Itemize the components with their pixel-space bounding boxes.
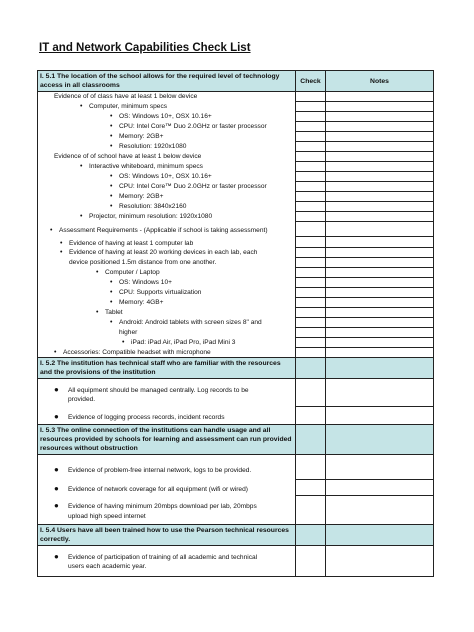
- evidence-line: higher: [119, 328, 138, 336]
- evidence-line: provided.: [68, 396, 96, 403]
- check-cell[interactable]: [296, 546, 326, 577]
- notes-cell[interactable]: [326, 379, 434, 407]
- notes-cell[interactable]: [326, 318, 434, 328]
- check-cell[interactable]: [296, 525, 326, 546]
- evidence-line: ● All equipment should be managed centrally. Log records to be: [38, 379, 295, 395]
- check-cell[interactable]: [296, 308, 326, 318]
- check-cell[interactable]: [296, 379, 326, 407]
- notes-cell[interactable]: [326, 348, 434, 358]
- evidence-line: • OS: Windows 10+, OSX 10.16+: [38, 112, 295, 121]
- evidence-line: • Projector, minimum resolution: 1920x1080: [38, 212, 295, 221]
- evidence-line: ● Evidence of problem-free internal network, logs to be provided.: [38, 455, 295, 475]
- notes-cell[interactable]: [326, 479, 434, 495]
- notes-cell[interactable]: [326, 406, 434, 425]
- notes-cell[interactable]: [326, 298, 434, 308]
- evidence-line: users each academic year.: [68, 563, 147, 570]
- notes-cell[interactable]: [326, 455, 434, 480]
- section-header-5-3: [38, 425, 434, 455]
- check-cell[interactable]: [296, 406, 326, 425]
- notes-cell[interactable]: [326, 425, 434, 455]
- section-header-5-1: [38, 71, 434, 92]
- notes-cell[interactable]: [326, 248, 434, 258]
- notes-cell[interactable]: [326, 182, 434, 192]
- check-cell[interactable]: [296, 212, 326, 222]
- evidence-line: ● Evidence of having minimum 20mbps download per lab, 20mbps: [38, 495, 295, 511]
- section-heading: I. 5.4 Users have all been trained how to use the Pearson technical resources correctly.: [40, 527, 289, 543]
- notes-cell[interactable]: [326, 525, 434, 546]
- check-cell[interactable]: [296, 248, 326, 258]
- evidence-line: • Computer / Laptop: [38, 268, 295, 277]
- evidence-line: upload high speed internet: [68, 513, 146, 520]
- check-cell[interactable]: [296, 455, 326, 480]
- check-cell[interactable]: [296, 318, 326, 328]
- section-heading: I. 5.1 The location of the school allows for the required level of technology access in all classrooms: [40, 73, 280, 89]
- evidence-line: • Memory: 4GB+: [38, 298, 295, 307]
- notes-cell[interactable]: [326, 112, 434, 122]
- check-cell[interactable]: [296, 268, 326, 278]
- evidence-line: • Memory: 2GB+: [38, 192, 295, 201]
- evidence-line: • OS: Windows 10+, OSX 10.16+: [38, 172, 295, 181]
- notes-cell[interactable]: [326, 338, 434, 348]
- checklist-table: [37, 70, 434, 577]
- check-cell[interactable]: [296, 479, 326, 495]
- evidence-line: • Computer, minimum specs: [38, 102, 295, 111]
- evidence-line: • Evidence of having at least 20 working devices in each lab, each: [38, 248, 295, 257]
- notes-cell[interactable]: [326, 132, 434, 142]
- check-cell[interactable]: [296, 142, 326, 152]
- notes-cell[interactable]: [326, 268, 434, 278]
- section-heading: I. 5.2 The institution has technical staff who are familiar with the resources and the provisions of the institution: [40, 360, 281, 376]
- check-cell[interactable]: [296, 202, 326, 212]
- check-cell[interactable]: [296, 112, 326, 122]
- check-cell[interactable]: [296, 122, 326, 132]
- evidence-line: • Resolution: 3840x2160: [38, 202, 295, 211]
- check-cell[interactable]: [296, 495, 326, 525]
- evidence-line: ● Evidence of network coverage for all equipment (wifi or wired): [38, 479, 295, 494]
- check-cell[interactable]: [296, 348, 326, 358]
- notes-cell[interactable]: [326, 546, 434, 577]
- check-cell[interactable]: [296, 338, 326, 348]
- notes-cell[interactable]: [326, 92, 434, 102]
- notes-cell[interactable]: [326, 102, 434, 112]
- notes-cell[interactable]: [326, 202, 434, 212]
- notes-cell[interactable]: [326, 288, 434, 298]
- evidence-line: • Memory: 2GB+: [38, 132, 295, 141]
- notes-cell[interactable]: [326, 258, 434, 268]
- evidence-line: device positioned 1.5m distance from one another.: [69, 258, 217, 266]
- check-cell[interactable]: [296, 102, 326, 112]
- notes-cell[interactable]: [326, 142, 434, 152]
- notes-cell[interactable]: [326, 495, 434, 525]
- notes-cell[interactable]: [326, 152, 434, 162]
- evidence-line: • Accessories: Compatible headset with microphone: [38, 348, 295, 357]
- check-cell[interactable]: [296, 258, 326, 268]
- notes-column-header: Notes: [326, 71, 434, 92]
- document-title: IT and Network Capabilities Check List: [39, 42, 251, 54]
- notes-cell[interactable]: [326, 212, 434, 222]
- check-cell[interactable]: [296, 288, 326, 298]
- evidence-line: ● Evidence of logging process records, incident records: [38, 406, 295, 422]
- evidence-line: • Interactive whiteboard, minimum specs: [38, 162, 295, 171]
- evidence-line: • CPU: Intel Core™ Duo 2.0GHz or faster processor: [38, 182, 295, 191]
- check-cell[interactable]: [296, 278, 326, 288]
- evidence-line: ● Evidence of participation of training of all academic and technical: [38, 546, 295, 562]
- notes-cell[interactable]: [326, 122, 434, 132]
- check-cell[interactable]: [296, 358, 326, 379]
- evidence-line: • OS: Windows 10+: [38, 278, 295, 287]
- notes-cell[interactable]: [326, 192, 434, 202]
- notes-cell[interactable]: [326, 278, 434, 288]
- section-heading: I. 5.3 The online connection of the institutions can handle usage and all resources provided by schools for learning and assessment can run provided resources without obstruction: [40, 427, 292, 452]
- check-cell[interactable]: [296, 182, 326, 192]
- section-header-5-4: [38, 525, 434, 546]
- evidence-line: • Android: Android tablets with screen sizes 8" and: [38, 318, 295, 327]
- evidence-line: Evidence of of school have at least 1 below device: [54, 152, 202, 160]
- check-cell[interactable]: [296, 162, 326, 172]
- evidence-line: • CPU: Supports virtualization: [38, 288, 295, 297]
- notes-cell[interactable]: [326, 162, 434, 172]
- notes-cell[interactable]: [326, 358, 434, 379]
- evidence-line: • Assessment Requirements - (Applicable if school is taking assessment): [38, 222, 295, 235]
- check-cell[interactable]: [296, 172, 326, 182]
- check-cell[interactable]: [296, 328, 326, 338]
- evidence-line: Evidence of of class have at least 1 below device: [54, 93, 198, 100]
- notes-cell[interactable]: [326, 172, 434, 182]
- notes-cell[interactable]: [326, 237, 434, 248]
- evidence-line: • Tablet: [38, 308, 295, 317]
- notes-cell[interactable]: [326, 328, 434, 338]
- check-cell[interactable]: [296, 132, 326, 142]
- check-cell[interactable]: [296, 92, 326, 102]
- evidence-line: • Evidence of having at least 1 computer lab: [38, 237, 295, 248]
- evidence-line: • iPad: iPad Air, iPad Pro, iPad Mini 3: [38, 338, 295, 347]
- evidence-line: • CPU: Intel Core™ Duo 2.0GHz or faster processor: [38, 122, 295, 131]
- check-cell[interactable]: [296, 152, 326, 162]
- check-cell[interactable]: [296, 298, 326, 308]
- notes-cell[interactable]: [326, 222, 434, 237]
- notes-cell[interactable]: [326, 308, 434, 318]
- check-column-header: Check: [296, 71, 326, 92]
- section-header-5-2: [38, 358, 434, 379]
- check-cell[interactable]: [296, 425, 326, 455]
- check-cell[interactable]: [296, 192, 326, 202]
- check-cell[interactable]: [296, 237, 326, 248]
- evidence-line: • Resolution: 1920x1080: [38, 142, 295, 151]
- check-cell[interactable]: [296, 222, 326, 237]
